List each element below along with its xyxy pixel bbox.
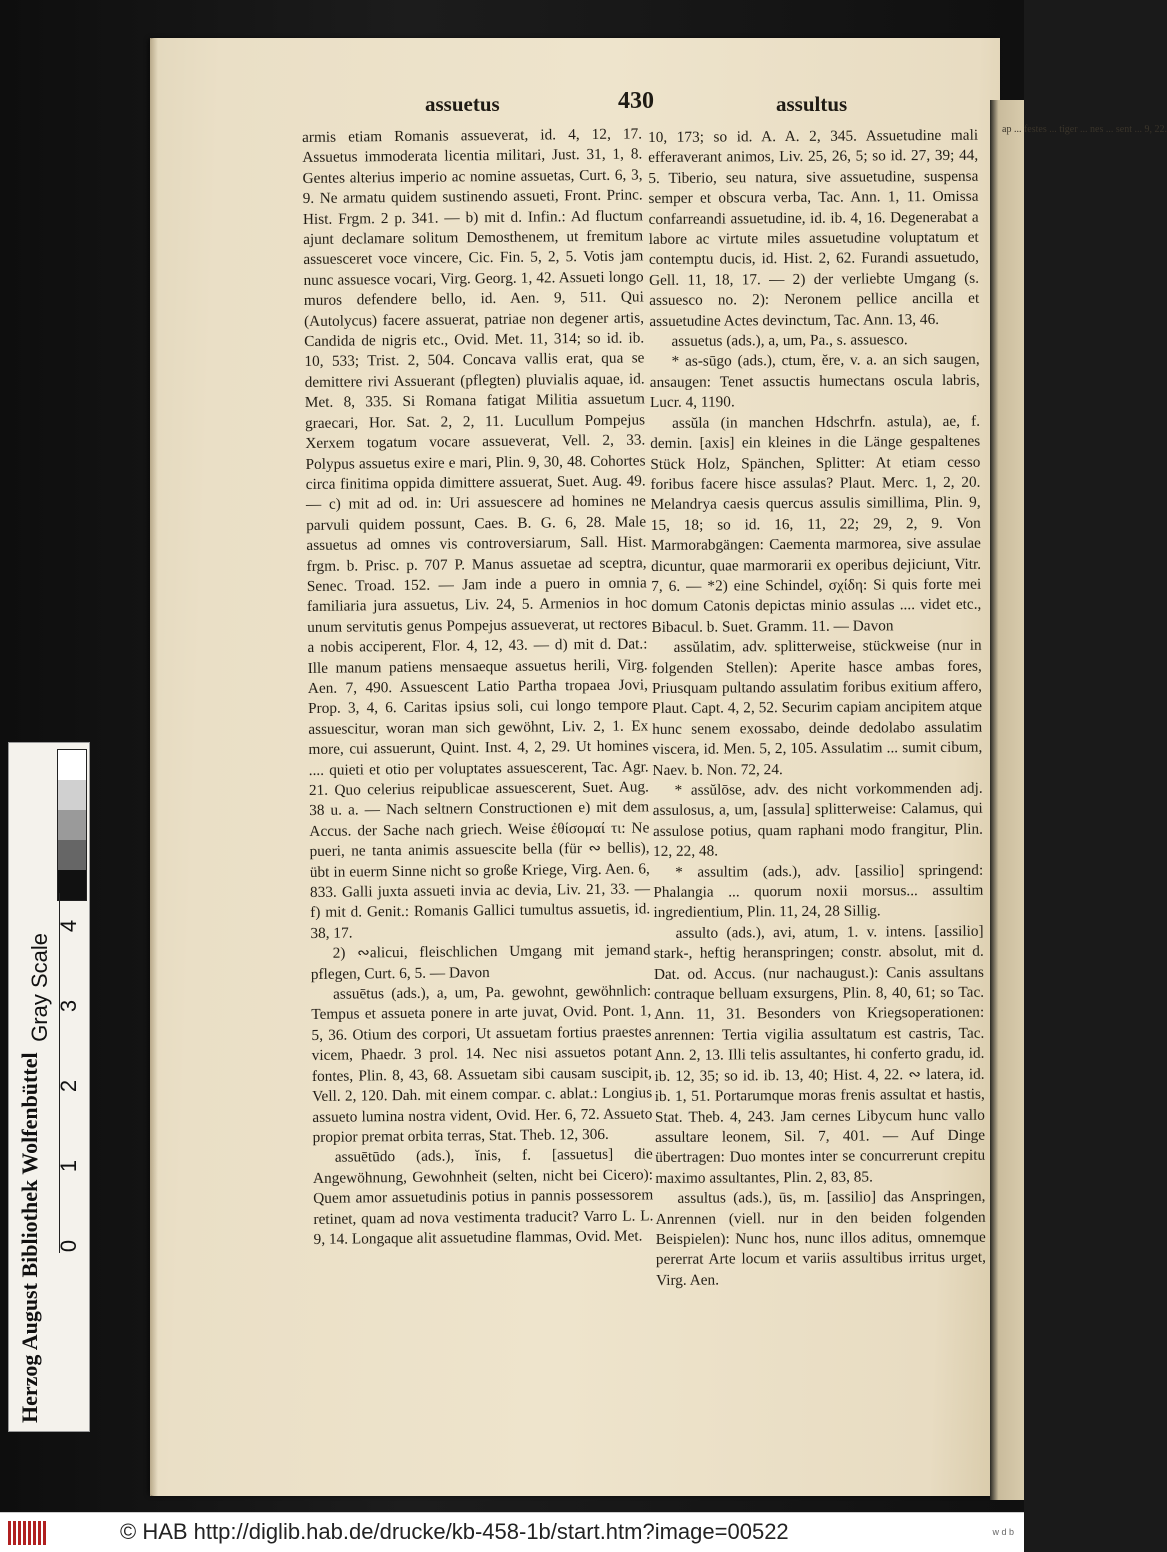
gray-swatch xyxy=(58,870,86,900)
page-gutter-shadow xyxy=(150,38,158,1496)
gray-swatch xyxy=(58,840,86,870)
gray-scale-label: Gray Scale xyxy=(27,933,52,1042)
entry-assuetudo: assuētūdo (ads.), ĭnis, f. [assuetus] die Angewöhnung, Gewohnheit (selten, nicht bei Cicero): Quem amor assuetudinis potius in pannis possessorem retinet, quam ad nova vestimenta traducit? Varro L. L. 9, 14. Longaque alit assuetudine flammas, Ovid. Met. xyxy=(312,1145,654,1248)
ruler-number: 0 xyxy=(56,1239,82,1253)
header-left-word: assuetus xyxy=(425,92,500,116)
entry-assuetus-pa: assuētus (ads.), a, um, Pa. gewohnt, gewöhnlich: Tempus et assueta ponere in arte juvat, Ovid. Pont. 1, 5, 36. Otium des corpori, Ut assuetam fortius praestes vicem, Phaedr. 3 prol. 14. Nec nisi assuetos potant fontes, Plin. 8, 43, 68. Assuetam sibi causam suscipit, Vell. 2, 120. Dah. mit einem compar. c. ablat.: Longius assueto lumina nostra vident, Ovid. Her. 6, 72. Assueto propior premat orbita terras, Stat. Theb. 12, 306. xyxy=(311,982,653,1146)
entry-text: 10, 173; so id. A. A. 2, 345. Assuetudine mali efferaverant animos, Liv. 25, 26, 5; so id. 27, 39; 44, 5. Tiberio, seu natura, sive assuetudine, suspensa semper et obscura verba, Tac. Ann. 1, 11. Omissa confarreandi assuetudine, id. ib. 4, 16. Degenerabat a labore ac virtute miles assuetudine voluptatum et contemptu ducis, id. Hist. 2, 62. Furandi assuetudo, Gell. 11, 18, 17. — 2) der verliebte Umgang (s. assuesco no. 2): Neronem pellice ancilla et assuetudine Actes devinctum, Tac. Ann. 13, 46. xyxy=(648,126,980,330)
ruler-number: 2 xyxy=(56,1079,82,1093)
adjacent-page-text: ap ... festes ... tiger ... nes ... sent ... 9, 22. xyxy=(1002,124,1167,135)
ruler-number: 3 xyxy=(56,999,82,1013)
ruler-number: 1 xyxy=(56,1159,82,1173)
entry-text: armis etiam Romanis assueverat, id. 4, 12, 17. Assuetus immoderata licentia militari, Just. 31, 1, 8. Gentes alterius imperio ac nomine assuetas, Curt. 6, 3, 9. Ne armatu quidem sustinendo assueti, Front. Princ. Hist. Frgm. 2 p. 341. — b) mit d. Infin.: Ad fluctum ajunt declamare solitum Demosthenem, ut fremitum assuesceret voce vincere, Cic. Fin. 5, 2, 5. Votis jam nunc assuesce vocari, Virg. Georg. 1, 42. Assueti longo muros defendere bello, id. Aen. 9, 511. Qui (Autolycus) facere assuerat, patriae non degener artis, Candida de nigris etc., Ovid. Met. 11, 314; so id. ib. 10, 533; Trist. 2, 504. Concava vallis erat, qua se demittere rivi Assuerant (pflegten) pluvialis aquae, id. Met. 8, 335. Si Romana fatigat Militia assuetum graecari, Hor. Sat. 2, 2, 11. Lucullum Pompejus Xerxem togatum vocare assueverat, Vell. 2, 33. Polypus assuetus exire e mari, Plin. 9, 30, 48. Cohortes circa finitima oppida dimittere assuerat, Suet. Aug. 49. — c) mit ad od. in: Uri assuescere ad homines ne parvuli quidem possunt, Caes. B. G. 6, 28. Male assuetus ad omnes vis controversiarum, Sall. Hist. frgm. b. Prisc. p. 707 P. Manus assuetae ad sceptra, Senec. Troad. 152. — Jam inde a puero in omnia familiaria jura assuetus, Liv. 24, 5. Armenios in hoc unum servitutis genus Pompejus assueverat, ut rectores a nobis acciperent, Flor. 4, 12, 43. — d) mit d. Dat.: Ille manum patiens mensaeque assuetus herili, Virg. Aen. 7, 490. Assuescent Latio Partha tropaea Jovi, Prop. 3, 4, 6. Caritas ipsius soli, cui longo tempore assuescitur, woran man sich gewöhnt, Liv. 2, 1. Ex more, cui assuerunt, Quint. Inst. 4, 2, 29. Ut homines .... quieti et otio per voluptates assuescerent, Tac. Agr. 21. Quo celerius reipublicae assuescerent, Suet. Aug. 38 u. a. — Nach seltnern Constructionen e) mit dem Accus. der Sache nach griech. Weise ἐθίσομαί τι: Ne pueri, ne tanta animis assuescite bella (für ∾ bellis), übt in euerm Sinne nicht so große Kriege, Virg. Aen. 6, 833. Galli juxta assueti invia ac devia, Liv. 21, 33. — f) mit d. Genit.: Romanis Gallici tumultus assuetis, id. 38, 17. xyxy=(302,125,651,942)
footer-copyright-url[interactable]: © HAB http://diglib.hab.de/drucke/kb-458-1b/start.htm?image=00522 xyxy=(120,1519,789,1544)
gray-swatch xyxy=(58,750,86,780)
gray-swatch xyxy=(58,780,86,810)
footer-bar xyxy=(0,1512,1024,1552)
left-column xyxy=(302,124,654,1250)
gray-scale-ruler xyxy=(8,742,90,1432)
library-name: Herzog August Bibliothek Wolfenbüttel xyxy=(17,1052,42,1423)
entry-assula: assŭla (in manchen Hdschrfn. astula), ae, f. demin. [axis] ein kleines in die Länge gespaltenes Stück Holz, Spänchen, Splitter: At etiam cesso foribus facere hisce assulas? Plaut. Merc. 1, 2, 20. Melandrya caesis quercus assulis simillima, Plin. 9, 15, 18; so id. 16, 11, 22; 29, 2, 9. Von Marmorabgängen: Caementa marmorea, sive assulae dicuntur, quae marmorarii ex operibus dejiciunt, Vitr. 7, 6. — *2) eine Schindel, σχίδη: Si quis forte mei domum Catonis depictas minio assulas .... videt etc., Bibacul. b. Suet. Gramm. 11. — Davon xyxy=(650,412,982,636)
entry-assulose: * assŭlōse, adv. des nicht vorkommenden adj. assulosus, a, um, [assula] splitterweise: Calamus, qui assulose potius, quam raphani modo frangitur, Plin. 12, 22, 48. xyxy=(652,779,983,861)
page-number: 430 xyxy=(618,88,654,114)
entry-assulatim: assŭlatim, adv. splitterweise, stückweise (nur in folgenden Stellen): Aperite hasce ambas fores, Priusquam pultando assulatim foribus exitium affero, Plaut. Capt. 4, 2, 52. Securim capiam ancipitem atque hunc senem exossabo, deinde dedolabo assulatim viscera, id. Men. 5, 2, 105. Assulatim ... sumit cibum, Naev. b. Non. 72, 24. xyxy=(651,636,983,779)
entry-assulto: assulto (ads.), avi, atum, 1. v. intens. [assilio] stark-, heftig heranspringen; constr. absolut, mit d. Dat. od. Accus. (nur nachaugust.): Canis assultans contraque belluam exsurgens, Plin. 8, 40, 61; so Tac. Ann. 11, 31. Besonders von Kriegsoperationen: anrennen: Tertia vigilia assultatum est castris, Tac. Ann. 2, 13. Illi telis assultantes, hi conferto gradu, id. ib. 12, 35; so id. ib. 13, 40; Hist. 4, 22. ∾ latera, id. ib. 1, 51. Portarumque moras frenis assultat et hastis, Stat. Theb. 4, 243. Jam cernes Libycum hunc vallo assultare leonem, Sil. 7, 401. — Auf Dinge übertragen: Duo montes inter se concurrerunt crepitu maximo assultantes, Plin. 2, 83, 85. xyxy=(653,922,986,1187)
gray-swatch xyxy=(58,810,86,840)
entry-assugo: * as-sūgo (ads.), ctum, ĕre, v. a. an sich saugen, ansaugen: Tenet assuctis humectans oscula labris, Lucr. 4, 1190. xyxy=(649,351,980,412)
gray-scale-swatches xyxy=(57,749,87,901)
entry-assultus: assultus (ads.), ūs, m. [assilio] das Anspringen, Anrennen (viell. nur in den beiden folgenden Beispielen): Nunc hos, nunc illos aditus, omnemque pererrat Arte locum et variis assultibus irritus urget, Virg. Aen. xyxy=(655,1187,986,1289)
entry-assuetus-ref: assuetus (ads.), a, um, Pa., s. assuesco. xyxy=(671,331,908,350)
ruler-number: 4 xyxy=(56,919,82,933)
adjacent-page-edge xyxy=(990,100,1167,1500)
footer-mark: w d b xyxy=(992,1527,1014,1537)
entry-assultim: * assultim (ads.), adv. [assilio] springend: Phalangia ... quorum noxii morsus... assultim ingredientium, Plin. 11, 24, 28 Sillig. xyxy=(653,861,984,922)
header-right-word: assultus xyxy=(776,92,848,116)
hab-logo-icon xyxy=(8,1521,48,1545)
right-column xyxy=(648,126,986,1291)
entry-text: 2) ∾alicui, fleischlichen Umgang mit jemand pflegen, Curt. 6, 5. — Davon xyxy=(310,941,651,983)
